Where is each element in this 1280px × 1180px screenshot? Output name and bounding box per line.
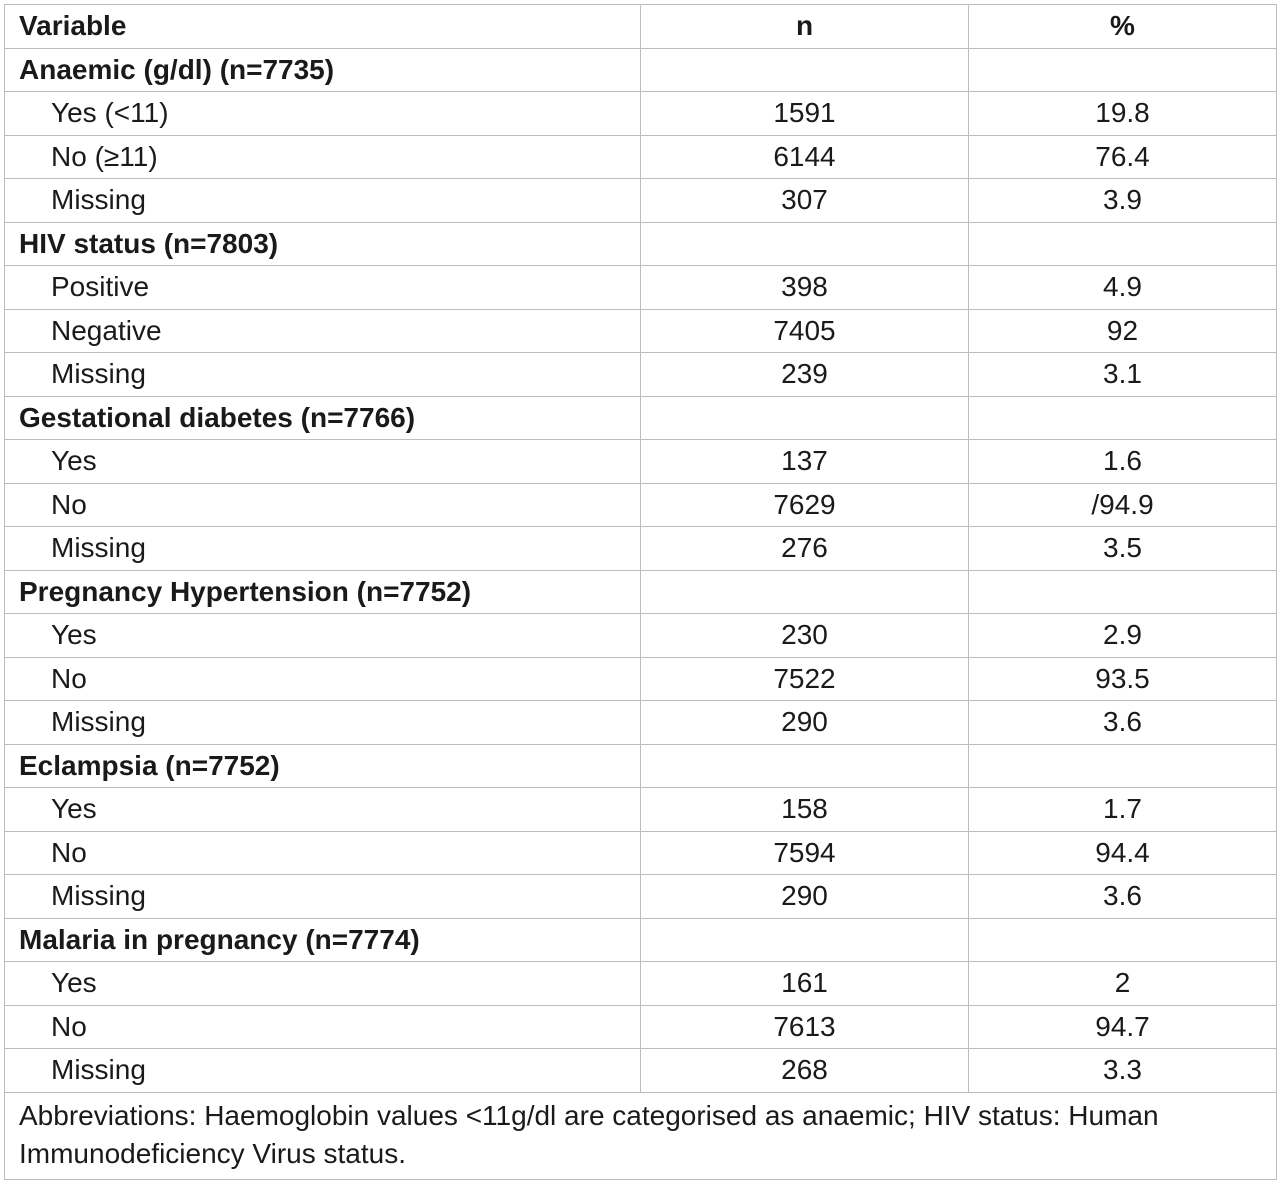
row-label: No <box>5 1005 641 1049</box>
column-header-variable: Variable <box>5 5 641 49</box>
empty-cell <box>641 570 969 614</box>
count-cell: 158 <box>641 788 969 832</box>
empty-cell <box>641 396 969 440</box>
table-row <box>5 266 1277 310</box>
column-header-percent: % <box>969 5 1277 49</box>
table-row <box>5 831 1277 875</box>
row-label: No <box>5 657 641 701</box>
percent-cell: /94.9 <box>969 483 1277 527</box>
group-row <box>5 48 1277 92</box>
group-label: HIV status (n=7803) <box>5 222 641 266</box>
table-row <box>5 788 1277 832</box>
empty-cell <box>641 222 969 266</box>
table-row <box>5 527 1277 571</box>
percent-cell: 1.6 <box>969 440 1277 484</box>
percent-cell: 94.4 <box>969 831 1277 875</box>
count-cell: 230 <box>641 614 969 658</box>
row-label: No <box>5 483 641 527</box>
count-cell: 7405 <box>641 309 969 353</box>
table-row <box>5 92 1277 136</box>
table-body <box>5 48 1277 1179</box>
row-label: No <box>5 831 641 875</box>
count-cell: 7629 <box>641 483 969 527</box>
group-row <box>5 222 1277 266</box>
count-cell: 1591 <box>641 92 969 136</box>
percent-cell: 2.9 <box>969 614 1277 658</box>
empty-cell <box>969 396 1277 440</box>
percent-cell: 3.1 <box>969 353 1277 397</box>
count-cell: 307 <box>641 179 969 223</box>
table-row <box>5 962 1277 1006</box>
count-cell: 268 <box>641 1049 969 1093</box>
row-label: Yes <box>5 614 641 658</box>
percent-cell: 3.6 <box>969 875 1277 919</box>
row-label: Missing <box>5 1049 641 1093</box>
footnote: Abbreviations: Haemoglobin values <11g/dl are categorised as anaemic; HIV status: Human Immunodeficiency Virus status. <box>5 1092 1277 1179</box>
count-cell: 7522 <box>641 657 969 701</box>
percent-cell: 4.9 <box>969 266 1277 310</box>
row-label: Negative <box>5 309 641 353</box>
percent-cell: 3.5 <box>969 527 1277 571</box>
table-row <box>5 875 1277 919</box>
percent-cell: 19.8 <box>969 92 1277 136</box>
group-label: Pregnancy Hypertension (n=7752) <box>5 570 641 614</box>
group-label: Anaemic (g/dl) (n=7735) <box>5 48 641 92</box>
row-label: Missing <box>5 527 641 571</box>
count-cell: 239 <box>641 353 969 397</box>
empty-cell <box>641 918 969 962</box>
group-row <box>5 396 1277 440</box>
table-row <box>5 440 1277 484</box>
column-header-n: n <box>641 5 969 49</box>
count-cell: 7594 <box>641 831 969 875</box>
row-label: Yes (<11) <box>5 92 641 136</box>
empty-cell <box>969 48 1277 92</box>
table-container <box>4 4 1276 1180</box>
percent-cell: 76.4 <box>969 135 1277 179</box>
percent-cell: 92 <box>969 309 1277 353</box>
empty-cell <box>969 744 1277 788</box>
row-label: Missing <box>5 875 641 919</box>
count-cell: 7613 <box>641 1005 969 1049</box>
group-label: Malaria in pregnancy (n=7774) <box>5 918 641 962</box>
data-table <box>4 4 1277 1180</box>
row-label: Positive <box>5 266 641 310</box>
empty-cell <box>969 570 1277 614</box>
percent-cell: 3.6 <box>969 701 1277 745</box>
group-row <box>5 918 1277 962</box>
group-row <box>5 744 1277 788</box>
footnote-row <box>5 1092 1277 1179</box>
row-label: Missing <box>5 353 641 397</box>
count-cell: 290 <box>641 875 969 919</box>
percent-cell: 93.5 <box>969 657 1277 701</box>
row-label: Yes <box>5 788 641 832</box>
group-row <box>5 570 1277 614</box>
table-row <box>5 1049 1277 1093</box>
count-cell: 276 <box>641 527 969 571</box>
table-row <box>5 614 1277 658</box>
header-row <box>5 5 1277 49</box>
empty-cell <box>969 222 1277 266</box>
table-row <box>5 135 1277 179</box>
percent-cell: 1.7 <box>969 788 1277 832</box>
row-label: Missing <box>5 701 641 745</box>
count-cell: 161 <box>641 962 969 1006</box>
count-cell: 398 <box>641 266 969 310</box>
row-label: No (≥11) <box>5 135 641 179</box>
count-cell: 137 <box>641 440 969 484</box>
row-label: Yes <box>5 962 641 1006</box>
percent-cell: 94.7 <box>969 1005 1277 1049</box>
table-row <box>5 483 1277 527</box>
table-row <box>5 701 1277 745</box>
percent-cell: 3.3 <box>969 1049 1277 1093</box>
empty-cell <box>641 48 969 92</box>
table-row <box>5 353 1277 397</box>
group-label: Eclampsia (n=7752) <box>5 744 641 788</box>
percent-cell: 3.9 <box>969 179 1277 223</box>
percent-cell: 2 <box>969 962 1277 1006</box>
table-row <box>5 309 1277 353</box>
table-row <box>5 1005 1277 1049</box>
count-cell: 6144 <box>641 135 969 179</box>
count-cell: 290 <box>641 701 969 745</box>
row-label: Yes <box>5 440 641 484</box>
empty-cell <box>641 744 969 788</box>
row-label: Missing <box>5 179 641 223</box>
group-label: Gestational diabetes (n=7766) <box>5 396 641 440</box>
table-row <box>5 657 1277 701</box>
table-row <box>5 179 1277 223</box>
empty-cell <box>969 918 1277 962</box>
